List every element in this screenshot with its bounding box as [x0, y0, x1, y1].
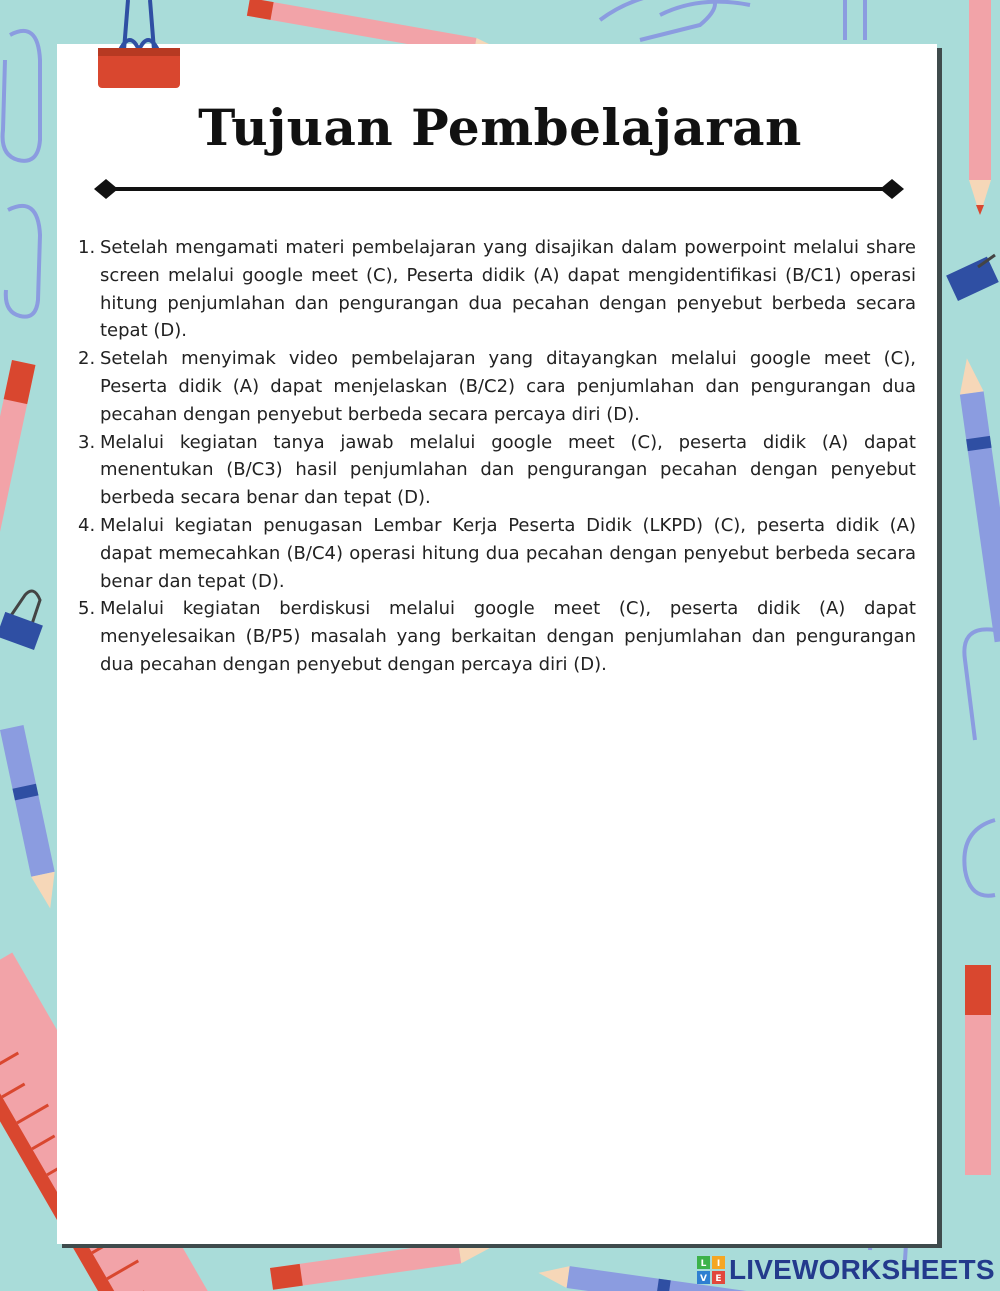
list-item — [78, 595, 916, 678]
liveworksheets-logo-icon — [697, 1256, 725, 1284]
title-divider — [92, 176, 906, 202]
item-number: 4. — [78, 514, 96, 536]
item-text: Melalui kegiatan berdiskusi melalui google meet (C), peserta didik (A) dapat menyelesaikan (B/P5) masalah yang berkaitan dengan penjumlahan dan pengurangan dua pecahan dengan penyebut dengan percaya diri (D). — [100, 598, 916, 675]
item-text: Melalui kegiatan penugasan Lembar Kerja Peserta Didik (LKPD) (C), peserta didik (A) dapat memecahkan (B/C4) operasi hitung dua pecahan dengan penyebut berbeda secara benar dan tepat (D). — [100, 514, 916, 592]
pencil-icon — [0, 360, 35, 561]
binder-clip-icon — [946, 255, 999, 301]
svg-text:E: E — [715, 1274, 722, 1284]
page-title: Tujuan Pembelajaran — [198, 98, 802, 157]
binder-clip-icon — [0, 591, 43, 650]
item-number: 1. — [78, 237, 96, 258]
item-text: Melalui kegiatan tanya jawab melalui google meet (C), peserta didik (A) dapat menentukan (B/C3) hasil penjumlahan dan pengurangan pecahan dengan penyebut berbeda secara benar dan tepat (D). — [100, 431, 916, 509]
item-number: 2. — [78, 348, 96, 370]
objectives-list — [78, 234, 916, 679]
item-number: 3. — [78, 431, 96, 453]
item-number: 5. — [78, 598, 96, 620]
binder-clip-icon — [96, 0, 182, 92]
pencil-icon — [955, 357, 1000, 643]
item-text: Setelah mengamati materi pembelajaran yang disajikan dalam powerpoint melalui share screen melalui google meet (C), Peserta didik (A) dapat mengidentifikasi (B/C1) operasi hitung penjumlahan dan pengurangan dua pecahan dengan penyebut berbeda secara tepat (D). — [100, 237, 916, 342]
list-item — [78, 345, 916, 428]
list-item — [78, 429, 916, 512]
svg-text:V: V — [700, 1274, 707, 1284]
list-item — [78, 512, 916, 595]
watermark-text: LIVEWORKSHEETS — [729, 1254, 995, 1285]
svg-text:L: L — [700, 1259, 707, 1269]
pencil-icon — [0, 725, 62, 911]
liveworksheets-watermark — [697, 1254, 995, 1286]
paperclip-icon — [600, 0, 865, 40]
paperclip-icon — [3, 31, 40, 317]
list-item — [78, 234, 916, 345]
svg-text:I: I — [716, 1259, 721, 1269]
item-text: Setelah menyimak video pembelajaran yang ditayangkan melalui google meet (C), Peserta didik (A) dapat menjelaskan (B/C2) cara penjumlahan dan pengurangan dua pecahan dengan penyebut berbeda secara percaya diri (D). — [100, 348, 916, 425]
pencil-icon — [965, 965, 991, 1175]
